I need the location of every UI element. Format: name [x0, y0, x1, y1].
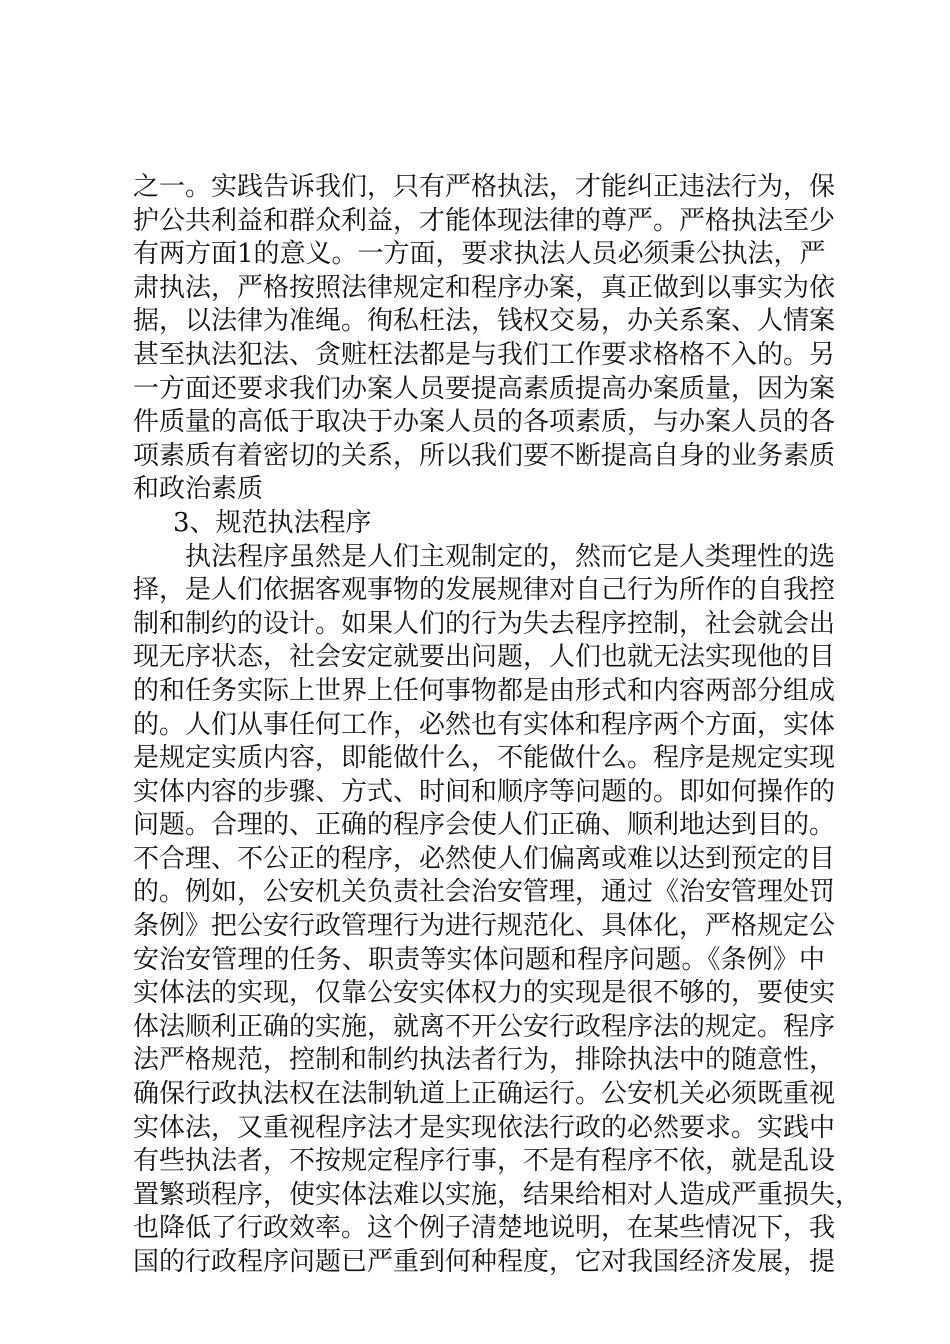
paragraph-line: 甚至执法犯法、贪赃枉法都是与我们工作要求格格不入的。另 — [133, 339, 836, 370]
section-heading: 3、规范执法程序 — [173, 507, 372, 538]
paragraph-line: 实体内容的步骤、方式、时间和顺序等问题的。即如何操作的 — [133, 776, 836, 807]
document-page — [133, 171, 862, 1280]
paragraph-line: 也降低了行政效率。这个例子清楚地说明，在某些情况下，我 — [133, 1213, 836, 1244]
paragraph-line: 制和制约的设计。如果人们的行为失去程序控制，社会就会出 — [133, 608, 836, 639]
paragraph-line: 件质量的高低于取决于办案人员的各项素质，与办案人员的各 — [133, 407, 836, 438]
paragraph-line: 确保行政执法权在法制轨道上正确运行。公安机关必须既重视 — [133, 1079, 836, 1110]
paragraph-line: 据，以法律为准绳。徇私枉法，钱权交易，办关系案、人情案 — [133, 306, 836, 337]
paragraph-2 — [133, 541, 862, 1280]
paragraph-line: 择，是人们依据客观事物的发展规律对自己行为所作的自我控 — [133, 575, 836, 606]
paragraph-line: 体法顺利正确的实施，就离不开公安行政程序法的规定。程序 — [133, 1011, 836, 1042]
paragraph-line: 国的行政程序问题已严重到何种程度，它对我国经济发展，提 — [133, 1247, 836, 1277]
paragraph-line: 一方面还要求我们办案人员要提高素质提高办案质量，因为案 — [133, 373, 836, 404]
paragraph-line: 实体法的实现，仅靠公安实体权力的实现是很不够的，要使实 — [133, 978, 836, 1009]
paragraph-1 — [133, 171, 836, 507]
paragraph-line: 项素质有着密切的关系，所以我们要不断提高自身的业务素质 — [133, 440, 836, 471]
paragraph-line: 有两方面1的意义。一方面，要求执法人员必须秉公执法，严 — [133, 239, 826, 270]
paragraph-line: 和政治素质 — [133, 474, 264, 505]
paragraph-line: 安治安管理的任务、职责等实体问题和程序问题。《条例》中 — [133, 944, 825, 975]
paragraph-line: 的。人们从事任何工作，必然也有实体和程序两个方面，实体 — [133, 709, 836, 740]
paragraph-line: 之一。实践告诉我们，只有严格执法，才能纠正违法行为，保 — [133, 172, 836, 202]
paragraph-line: 条例》把公安行政管理行为进行规范化、具体化，严格规定公 — [133, 911, 836, 942]
paragraph-line: 肃执法，严格按照法律规定和程序办案，真正做到以事实为依 — [133, 272, 836, 303]
paragraph-line: 法严格规范，控制和制约执法者行为，排除执法中的随意性， — [133, 1045, 836, 1076]
paragraph-line: 现无序状态，社会安定就要出问题，人们也就无法实现他的目 — [133, 642, 836, 673]
paragraph-line: 执法程序虽然是人们主观制定的，然而它是人类理性的选 — [185, 541, 836, 572]
paragraph-line: 是规定实质内容，即能做什么，不能做什么。程序是规定实现 — [133, 743, 836, 774]
paragraph-line: 实体法，又重视程序法才是实现依法行政的必然要求。实践中 — [133, 1112, 836, 1143]
paragraph-line: 护公共利益和群众利益，才能体现法律的尊严。严格执法至少 — [133, 205, 836, 236]
paragraph-line: 的和任务实际上世界上任何事物都是由形式和内容两部分组成 — [133, 675, 836, 706]
paragraph-line: 问题。合理的、正确的程序会使人们正确、顺利地达到目的。 — [133, 810, 836, 841]
paragraph-line: 的。例如，公安机关负责社会治安管理，通过《治安管理处罚 — [133, 877, 836, 908]
paragraph-line: 不合理、不公正的程序，必然使人们偏离或难以达到预定的目 — [133, 843, 836, 874]
paragraph-line: 有些执法者，不按规定程序行事，不是有程序不依，就是乱设 — [133, 1146, 836, 1177]
paragraph-line: 置繁琐程序，使实体法难以实施，结果给相对人造成严重损失， — [133, 1179, 862, 1210]
